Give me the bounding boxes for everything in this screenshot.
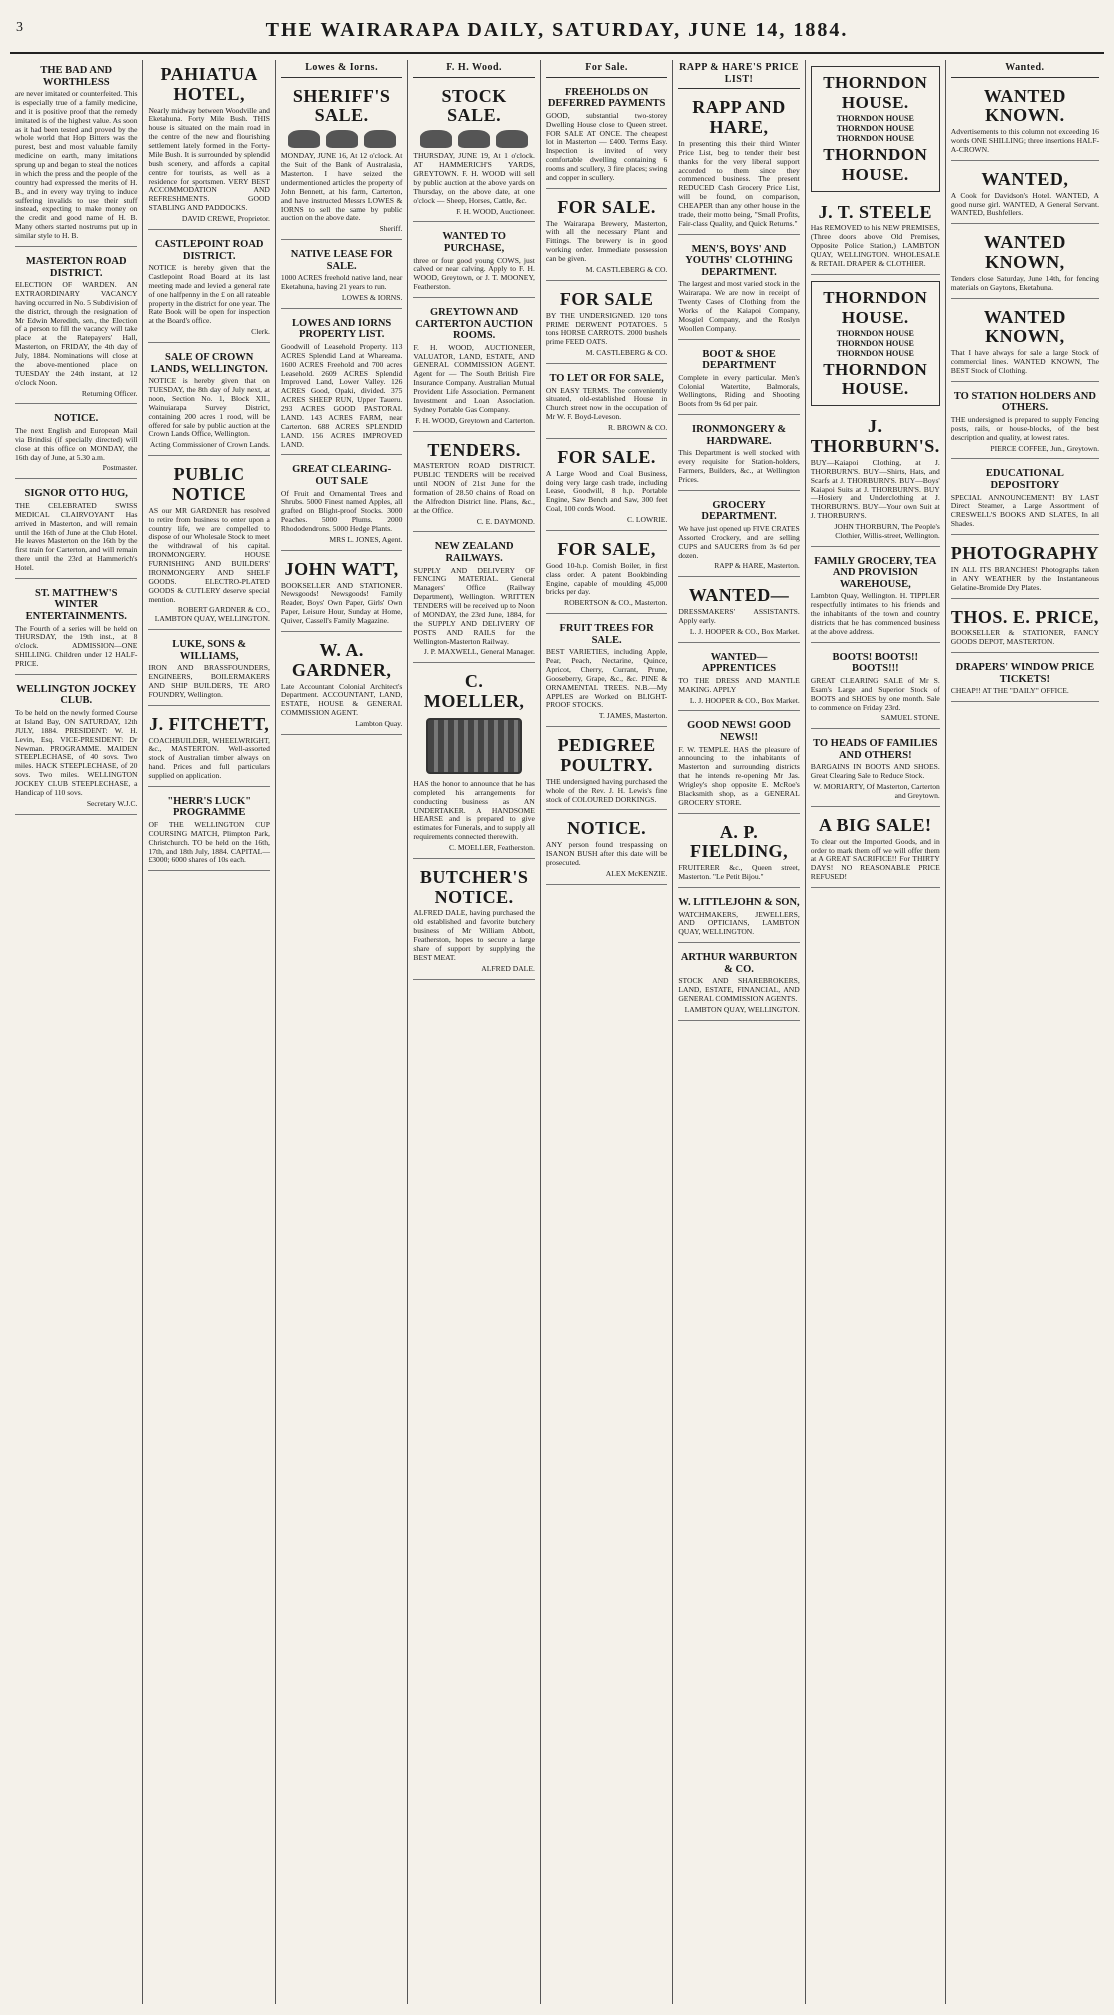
advertisement bbox=[811, 551, 940, 643]
column-heading: F. H. Wood. bbox=[413, 60, 534, 78]
ad-body: BARGAINS IN BOOTS AND SHOES. Great Clearing Sale to Reduce Stock. bbox=[810, 762, 940, 781]
column-1 bbox=[10, 60, 142, 2004]
masthead bbox=[10, 8, 1104, 54]
advertisement bbox=[951, 539, 1099, 598]
ad-body: ELECTION OF WARDEN. AN EXTRAORDINARY VACANCY having occurred in No. 5 Subdivision of the district, through the resignation of Mr Edwin Meredith, sen., the Election of a person to fill the vacancy will take place at the Ratepayers' Hall, Masterton, on FRIDAY, the 4th day of July, 1884. Nominations will close at the above-mentioned place on TUESDAY the 24th instant, at 12 o'clock Noon. bbox=[15, 280, 138, 387]
column-3 bbox=[275, 60, 407, 2004]
column-7 bbox=[805, 60, 945, 2004]
ad-title: SALE OF CROWN LANDS, WELLINGTON. bbox=[150, 352, 268, 375]
ad-signature: Sheriff. bbox=[379, 224, 403, 234]
advertisement bbox=[546, 82, 667, 189]
ad-body: This Department is well stocked with every requisite for Station-holders, Farmers, Builders, &c., at Wellington Prices. bbox=[678, 448, 800, 484]
ad-body: GREAT CLEARING SALE of Mr S. Esam's Large and Superior Stock of BOOTS and SHOES by one month. Sale to commence on Friday 23rd. bbox=[810, 675, 940, 712]
ad-title: WANTED—APPRENTICES bbox=[702, 651, 777, 675]
hearse-illustration bbox=[426, 718, 522, 774]
ad-title: J. THORBURN'S. bbox=[810, 416, 940, 457]
ad-body: Of Fruit and Ornamental Trees and Shrubs. 5000 Finest named Apples, all grafted on Blight-proof Stocks. 3000 Peaches. 5000 Plums. 2000 Rhododendrons. 5000 Hedge Plants. bbox=[280, 488, 403, 534]
ad-title: THORNDON HOUSE. bbox=[823, 287, 928, 327]
ad-signature: L. J. HOOPER & CO., Box Market. bbox=[689, 695, 800, 705]
ad-title: WANTED— bbox=[688, 585, 790, 606]
ad-signature: LAMBTON QUAY, WELLINGTON. bbox=[684, 1004, 800, 1014]
ad-body: The largest and most varied stock in the Wairarapa. We are now in receipt of Twenty Cases of Clothing from the Works of the Kaiapoi Company, Mosgiel Company, and the Roslyn Woollen Company. bbox=[678, 279, 800, 333]
ad-subline: THORNDON HOUSE bbox=[836, 338, 914, 348]
column-heading: Lowes & Iorns. bbox=[281, 60, 402, 78]
ad-body: 1000 ACRES freehold native land, near Eketahuna, having 21 years to run. bbox=[280, 273, 403, 292]
advertisement bbox=[281, 459, 402, 550]
ad-title: FOR SALE. bbox=[557, 446, 656, 467]
ad-title: W. A. GARDNER, bbox=[291, 639, 392, 680]
ad-body: To clear out the Imported Goods, and in order to mark them off we will offer them at A GREAT SACRIFICE!! For THIRTY DAYS! NO REASONABLE PRICE REFUSED! bbox=[810, 836, 940, 882]
advertisement bbox=[413, 536, 534, 663]
advertisement bbox=[546, 285, 667, 364]
ad-title: CASTLEPOINT ROAD DISTRICT. bbox=[154, 238, 264, 262]
ad-title: "HERR'S LUCK" PROGRAMME bbox=[167, 795, 252, 819]
column-5 bbox=[540, 60, 672, 2004]
ad-signature: ALEX McKENZIE. bbox=[605, 868, 668, 878]
animal-icon bbox=[288, 130, 320, 148]
ad-title: PHOTOGRAPHY bbox=[950, 543, 1099, 564]
ad-body: Goodwill of Leasehold Property. 113 ACRES Splendid Land at Whareama. 1600 ACRES Freehold and 700 acres Leasehold. 2609 ACRES Splendid Improved Land, Lower Valley. 126 ACRES Good, Opaki, divided. 375 ACRES SHEEP RUN, Upper Taueru. 293 ACRES GOOD PASTORAL LAND. 143 ACRES FARM, near Carterton. 688 ACRES SPLENDID LAND. 156 ACRES IMPROVED LAND. bbox=[280, 341, 403, 449]
ad-body: Nearly midway between Woodville and Eketahuna. Forty Mile Bush. THIS house is situated on the main road in the centre of the new and flourishing settlement lately formed in the Forty-Mile Bush. It is surrounded by splendid bush scenery, and affords a capital centre for tourists, as well as a residence for sportsmen. VERY BEST ACCOMMODATION AND REFRESHMENTS. GOOD STABLING AND PADDOCKS. bbox=[148, 105, 270, 213]
advertisement bbox=[15, 251, 137, 404]
ad-signature: ROBERT GARDNER & CO., LAMBTON QUAY, WELLINGTON. bbox=[154, 605, 270, 624]
ad-title: RAPP AND HARE, bbox=[692, 97, 786, 138]
columns-container bbox=[10, 60, 1104, 2004]
advertisement bbox=[148, 347, 269, 456]
ad-signature: L. J. HOOPER & CO., Box Market. bbox=[689, 626, 800, 636]
ad-body: SPECIAL ANNOUNCEMENT! BY LAST Direct Steamer, a Large Assortment of CRESWELL'S BOOKS AND SLATES, In all Shades. bbox=[950, 492, 1099, 529]
ad-title: ARTHUR WARBURTON & CO. bbox=[680, 952, 798, 975]
ad-body: WATCHMAKERS, JEWELLERS, AND OPTICIANS, LAMBTON QUAY, WELLINGTON. bbox=[678, 909, 800, 937]
advertisement bbox=[281, 244, 402, 309]
advertisement bbox=[811, 733, 940, 807]
ad-signature: PIERCE COFFEE, Jun., Greytown. bbox=[990, 443, 1099, 453]
animal-icon bbox=[458, 130, 490, 148]
ad-body: A Cook for Davidson's Hotel. WANTED, A good nurse girl. WANTED, A General Servant. WANTED, Bushfellers. bbox=[950, 190, 1099, 218]
ad-body: ALFRED DALE, having purchased the old established and favorite butchery business of Mr William Abbott, Featherston, hopes to secure a large share of support by supplying the BEST MEAT. bbox=[413, 908, 535, 962]
advertisement bbox=[281, 636, 402, 735]
advertisement bbox=[546, 535, 667, 614]
animal-icon bbox=[364, 130, 396, 148]
ad-title: THOS. E. PRICE, bbox=[950, 606, 1099, 627]
advertisement bbox=[951, 165, 1099, 224]
advertisement bbox=[148, 634, 269, 706]
ad-body: F. H. WOOD, AUCTIONEER, VALUATOR, LAND, ESTATE, AND GENERAL COMMISSION AGENT. Agent for — The South British Fire Insurance Company. Australian Mutual Provident Life Association. Permanent Investment and Loan Association. Sydney Portable Gas Company. bbox=[413, 342, 535, 414]
ad-title: TENDERS. bbox=[427, 439, 521, 460]
ad-signature: M. CASTLEBERG & CO. bbox=[585, 264, 668, 274]
advertisement bbox=[15, 483, 137, 579]
ad-body: That I have always for sale a large Stock of commercial lines. WANTED KNOWN, The BEST Stock of Clothing. bbox=[950, 348, 1099, 376]
ad-body: The Wairarapa Brewery, Masterton, with all the necessary Plant and Fittings. The brewery is in good working order. Immediate possession can be given. bbox=[545, 218, 668, 264]
ad-body: HAS the honor to announce that he has completed his arrangements for conducting business as AN UNDERTAKER. A HANDSOME HEARSE and is prepared to give estimates for Funerals, and to supply all requirements connected therewith. bbox=[413, 778, 535, 842]
ad-signature: Acting Commissioner of Crown Lands. bbox=[149, 440, 270, 450]
advertisement bbox=[281, 82, 402, 240]
advertisement bbox=[546, 368, 667, 439]
thorndon-house-ad bbox=[811, 66, 940, 192]
ad-signature: Lambton Quay. bbox=[355, 719, 403, 729]
advertisement bbox=[678, 581, 799, 642]
ad-subline: THORNDON HOUSE bbox=[836, 328, 914, 338]
column-8 bbox=[945, 60, 1104, 2004]
ad-title: IRONMONGERY & HARDWARE. bbox=[692, 424, 787, 447]
advertisement bbox=[413, 302, 534, 432]
ad-body: AS our MR GARDNER has resolved to retire from business to enter upon a country life, we are compelled to dispose of our Wholesale Stock to meet the withdrawal of his capital. IRONMONGERY. HOUSE FURNISHING AND BUILDERS' IRONMONGERY AND SHELF GOODS. ELECTRO-PLATED GOODS & CUTLERY deserve special mention. bbox=[148, 505, 270, 604]
advertisement bbox=[546, 193, 667, 281]
ad-title: A. P. FIELDING, bbox=[690, 821, 789, 862]
ad-body: CHEAP!! AT THE "DAILY" OFFICE. bbox=[950, 686, 1069, 696]
ad-title: MEN'S, BOYS' AND YOUTHS' CLOTHING DEPARTMENT. bbox=[685, 243, 793, 278]
ad-subline: THORNDON HOUSE bbox=[836, 113, 914, 123]
advertisement bbox=[413, 863, 534, 980]
ad-body: In presenting this their third Winter Price List, beg to tender their best thanks for the very liberal support accorded to them since they commenced business. The present REDUCED Cash Grocery Price List, will be found, on comparison, CHEAPER than any other house in the trade, their motto being, "Small Profits, Fair-class Quality, and Quick Returns." bbox=[678, 138, 800, 228]
advertisement bbox=[951, 603, 1099, 654]
advertisement bbox=[678, 495, 799, 577]
ad-title: FREEHOLDS ON DEFERRED PAYMENTS bbox=[547, 86, 666, 110]
advertisement bbox=[678, 647, 799, 712]
ad-body: STOCK AND SHAREBROKERS, LAND, ESTATE, FINANCIAL, AND GENERAL COMMISSION AGENTS. bbox=[678, 976, 800, 1003]
advertisement bbox=[15, 679, 137, 815]
ad-signature: C. E. DAYMOND. bbox=[476, 516, 535, 526]
ad-body: Advertisements to this column not exceeding 16 words ONE SHILLING; three insertions HALF-A-CROWN. bbox=[950, 127, 1099, 155]
ad-signature: DAVID CREWE, Proprietor. bbox=[181, 214, 270, 224]
ad-title: BOOTS! BOOTS!! BOOTS!!! bbox=[832, 651, 919, 675]
ad-body: GOOD, substantial two-storey Dwelling House close to Queen street. FOR SALE AT ONCE. The cheapest lot in Masterton — £400. Terms Easy. Inspection is invited of very comfortable dwelling containing 6 rooms and scullery, 3 fire places; swing and copper in scullery. bbox=[545, 110, 668, 182]
ad-title: J. T. STEELE bbox=[818, 201, 932, 222]
column-4 bbox=[407, 60, 539, 2004]
ad-body: THE CELEBRATED SWISS MEDICAL CLAIRVOYANT Has arrived in Masterton, and will remain until the 16th of June at the Club Hotel. He leaves Masterton on the 16th by the first train for Carterton, and will remain there until the 23rd at Hammerich's Hotel. bbox=[15, 500, 138, 573]
ad-body: OF THE WELLINGTON CUP COURSING MATCH, Plimpton Park, Christchurch. TO be held on the 16th, 17th, and 18th July, 1884. CAPITAL—£3000; 6000 shares of 10s each. bbox=[148, 819, 270, 865]
ad-body: are never imitated or counterfeited. This is especially true of a family medicine, and it is positive proof that the remedy imitated is of the highest value. As soon as it had been tested and proved by the whole world that Hop Bitters was the purest, best and most valuable family medicine on earth, many imitations sprung up and began to steal the notices in which the press and the people of the country had expressed the merits of H. B., and in every way trying to induce suffering invalids to use their stuff instead, expecting to make money on the credit and good name of H. B. Many others started nostrums put up in similar style to H. B. bbox=[15, 89, 138, 241]
ad-body: COACHBUILDER, WHEELWRIGHT, &c., MASTERTON. Well-assorted stock of Australian timber always on hand. Prices and full particulars supplied on application. bbox=[148, 735, 270, 781]
ad-title: WANTED KNOWN. bbox=[983, 85, 1066, 126]
ad-signature: T. JAMES, Masterton. bbox=[598, 711, 668, 721]
livestock-illustration bbox=[281, 130, 402, 148]
ad-title: LOWES AND IORNS PROPERTY LIST. bbox=[292, 317, 392, 341]
page-number: 3 bbox=[16, 20, 23, 35]
ad-signature: Secretary W.J.C. bbox=[86, 798, 138, 808]
ad-signature: LOWES & IORNS. bbox=[341, 293, 403, 302]
ad-title: NATIVE LEASE FOR SALE. bbox=[290, 249, 393, 272]
ad-body: The next English and European Mail via Brindisi (if specially directed) will close at this office on MONDAY, the 16th day of June, at 5.30 a.m. bbox=[15, 425, 138, 462]
ad-body: MONDAY, JUNE 16, At 12 o'clock. At the Suit of the Bank of Australasia, Masterton. I have seized the undermentioned articles the property of John Bennett, at his farm, Carterton, and have instructed Messrs LOWES & IORNS to sell the same by public auction on the above date. bbox=[280, 151, 403, 223]
advertisement bbox=[811, 198, 940, 275]
advertisement bbox=[148, 460, 269, 630]
ad-body: IN ALL ITS BRANCHES! Photographs taken in ANY WEATHER by the Instantaneous Gelatine-Bromide Dry Plates. bbox=[950, 564, 1099, 592]
ad-title: W. LITTLEJOHN & SON, bbox=[678, 896, 800, 908]
ad-title: LUKE, SONS & WILLIAMS, bbox=[172, 639, 247, 662]
ad-body: Has REMOVED to his NEW PREMISES, (Three doors above Old Premises, Opposite Police Station,) LAMBTON QUAY, WELLINGTON. WHOLESALE & RETAIL DRAPER & CLOTHIER. bbox=[810, 223, 940, 268]
animal-icon bbox=[326, 130, 358, 148]
ad-body: NOTICE is hereby given that the Castlepoint Road Board at its last meeting made and levied a general rate of one halfpenny in the £ on all rateable property in the district for one year. The Rate Book will be open for inspection at the Board's office. bbox=[148, 263, 270, 326]
ad-title: JOHN WATT, bbox=[284, 558, 399, 579]
ad-title: GREAT CLEARING-OUT SALE bbox=[292, 464, 392, 488]
advertisement bbox=[413, 436, 534, 533]
ad-title: PEDIGREE POULTRY. bbox=[557, 735, 656, 776]
ad-title: TO STATION HOLDERS AND OTHERS. bbox=[953, 390, 1096, 414]
ad-subline: THORNDON HOUSE bbox=[836, 124, 914, 134]
advertisement bbox=[811, 412, 940, 546]
advertisement bbox=[678, 892, 799, 943]
advertisement bbox=[951, 82, 1099, 161]
advertisement bbox=[678, 818, 799, 888]
column-heading: For Sale. bbox=[546, 60, 667, 78]
ad-signature: Clerk. bbox=[251, 327, 270, 337]
advertisement bbox=[678, 419, 799, 491]
ad-title: WANTED, bbox=[981, 168, 1069, 189]
advertisement bbox=[951, 386, 1099, 460]
animal-icon bbox=[496, 130, 528, 148]
advertisement bbox=[678, 947, 799, 1021]
ad-body: Good 10-h.p. Cornish Boiler, in first class order. A patent Bookbinding Engine, capable of moulding 45,000 bricks per day. bbox=[545, 560, 668, 597]
ad-title: BOOT & SHOE DEPARTMENT bbox=[702, 348, 776, 372]
ad-body: DRESSMAKERS' ASSISTANTS. Apply early. bbox=[678, 607, 800, 625]
advertisement bbox=[951, 463, 1099, 535]
animal-icon bbox=[420, 130, 452, 148]
ad-title: FRUIT TREES FOR SALE. bbox=[559, 623, 654, 646]
ad-body: ANY person found trespassing on ISANON BUSH after this date will be prosecuted. bbox=[545, 840, 668, 867]
ad-body: Tenders close Saturday, June 14th, for fencing materials on Gaytons, Eketahuna. bbox=[950, 273, 1099, 292]
ad-title-repeat: THORNDON HOUSE. bbox=[823, 144, 928, 184]
ad-title: MASTERTON ROAD DISTRICT. bbox=[25, 255, 127, 279]
ad-signature: F. H. WOOD, Greytown and Carterton. bbox=[415, 415, 535, 425]
ad-body: BY THE UNDERSIGNED. 120 tons PRIME DERWENT POTATOES. 5 tons HORSE CARROTS. 2000 bushels prime FEED OATS. bbox=[545, 310, 668, 347]
ad-title: THE BAD AND WORTHLESS bbox=[40, 65, 113, 88]
ad-title: ST. MATTHEW'S WINTER ENTERTAINMENTS. bbox=[25, 587, 127, 622]
ad-body: THE undersigned having purchased the whole of the Rev. J. H. Lewis's fine stock of COLOURED DORKINGS. bbox=[545, 776, 668, 804]
ad-title: SHERIFF'S SALE. bbox=[292, 85, 391, 126]
ad-title: WANTED KNOWN, bbox=[983, 306, 1066, 347]
ad-title: DRAPERS' WINDOW PRICE TICKETS! bbox=[955, 662, 1095, 685]
ad-body: Lambton Quay, Wellington. H. TIPPLER respectfully intimates to his friends and the inhabitants of the town and country districts that he has commenced business at the above address. bbox=[810, 591, 940, 636]
ad-title: FAMILY GROCERY, TEA AND PROVISION WAREHOUSE, bbox=[814, 555, 937, 590]
ad-signature: JOHN THORBURN, The People's Clothier, Willis-street, Wellington. bbox=[834, 522, 940, 540]
ad-title: THORNDON HOUSE. bbox=[823, 73, 928, 112]
ad-body: BOOKSELLER & STATIONER, FANCY GOODS DEPOT, MASTERTON. bbox=[950, 628, 1099, 647]
ad-title: BUTCHER'S NOTICE. bbox=[419, 866, 529, 907]
ad-title: TO HEADS OF FAMILIES AND OTHERS! bbox=[813, 738, 938, 761]
ad-body: We have just opened up FIVE CRATES Assorted Crockery, and are selling CUPS and SAUCERS from 3s 6d per dozen. bbox=[678, 523, 800, 560]
ad-signature: RAPP & HARE, Masterton. bbox=[714, 561, 800, 571]
ad-body: The Fourth of a series will be held on THURSDAY, the 19th inst., at 8 o'clock. ADMISSION—ONE SHILLING. Children under 12 HALF-PRICE. bbox=[15, 623, 138, 669]
advertisement bbox=[281, 313, 402, 456]
livestock-illustration bbox=[413, 130, 534, 148]
ad-body: BOOKSELLER AND STATIONER. Newsgoods! Newsgoods! Family Reader, Boys' Own Paper, Girls' Own Paper, Leisure Hour, Sunday at Home, Quiver, Cassell's Family Magazine. bbox=[280, 580, 403, 626]
advertisement bbox=[678, 239, 799, 340]
ad-signature: SAMUEL STONE. bbox=[880, 713, 940, 723]
advertisement bbox=[15, 60, 137, 247]
advertisement bbox=[811, 647, 940, 729]
ad-subline: THORNDON HOUSE bbox=[836, 134, 914, 144]
advertisement bbox=[546, 618, 667, 727]
advertisement bbox=[148, 60, 269, 230]
ad-signature: Returning Officer. bbox=[81, 388, 138, 398]
ad-signature: C. LOWRIE. bbox=[627, 515, 668, 525]
advertisement bbox=[148, 791, 269, 871]
ad-body: SUPPLY AND DELIVERY OF FENCING MATERIAL. General Managers' Office (Railway Department), Wellington. WRITTEN TENDERS will be received up to Noon of MONDAY, the 23rd June, 1884, for the SUPPLY AND DELIVERY OF POSTS AND RAILS for the Wellington-Masterton Railway. bbox=[413, 565, 535, 646]
ad-body: THURSDAY, JUNE 19, At 1 o'clock. AT HAMMERICH'S YARDS, GREYTOWN. F. H. WOOD will sell by public auction at the above yards on Thursday, on the above date, at one o'clock — Sheep, Horses, Cattle, &c. bbox=[413, 151, 535, 205]
ad-title: GREYTOWN AND CARTERTON AUCTION ROOMS. bbox=[415, 307, 534, 342]
ad-title: FOR SALE, bbox=[557, 538, 656, 559]
ad-signature: ALFRED DALE. bbox=[481, 963, 535, 973]
ad-title: PUBLIC NOTICE bbox=[172, 464, 247, 504]
ad-title: PAHIATUA HOTEL, bbox=[160, 64, 258, 104]
ad-signature: W. MORIARTY, Of Masterton, Carterton and Greytown. bbox=[813, 782, 940, 800]
ad-signature: J. P. MAXWELL, General Manager. bbox=[423, 647, 535, 657]
ad-signature: Postmaster. bbox=[102, 463, 138, 473]
ad-title: WANTED KNOWN, bbox=[983, 232, 1066, 273]
advertisement bbox=[413, 82, 534, 223]
ad-subline: THORNDON HOUSE bbox=[836, 349, 914, 359]
ad-title: A BIG SALE! bbox=[819, 814, 932, 835]
ad-title: GROCERY DEPARTMENT. bbox=[701, 499, 777, 523]
ad-title: NEW ZEALAND RAILWAYS. bbox=[434, 541, 514, 564]
advertisement bbox=[678, 344, 799, 416]
ad-body: F. W. TEMPLE. HAS the pleasure of announcing to the inhabitants of Masterton and surrounding districts that he intends re-opening Mr Jas. Wrigley's shop opposite E. McRoe's Blacksmith shop, as a GENERAL GROCERY STORE. bbox=[678, 744, 800, 807]
column-heading: Wanted. bbox=[951, 60, 1099, 78]
advertisement bbox=[811, 811, 940, 888]
advertisement bbox=[148, 710, 269, 787]
ad-title: J. FITCHETT, bbox=[149, 713, 270, 734]
thorndon-house-ad bbox=[811, 281, 940, 407]
ad-title: GOOD NEWS! GOOD NEWS!! bbox=[687, 720, 791, 743]
advertisement bbox=[281, 555, 402, 632]
advertisement bbox=[413, 667, 534, 859]
ad-body: Late Accountant Colonial Architect's Department. ACCOUNTANT, LAND, ESTATE, HOUSE & GENERAL COMMISSION AGENT. bbox=[280, 681, 403, 718]
ad-signature: F. H. WOOD, Auctioneer. bbox=[456, 206, 535, 216]
advertisement bbox=[15, 408, 137, 479]
ad-body: TO THE DRESS AND MANTLE MAKING. APPLY bbox=[678, 675, 800, 694]
advertisement bbox=[546, 443, 667, 531]
ad-title: WANTED TO PURCHASE, bbox=[442, 231, 506, 254]
advertisement bbox=[951, 657, 1099, 702]
ad-body: To be held on the newly formed Course at Island Bay, ON SATURDAY, 12th JULY, 1884. PRESIDENT: W. H. Levin, Esq. VICE-PRESIDENT: Dr Newman. PROGRAMME. MAIDEN STEEPLECHASE, of 40 sovs. Two miles. HACK STEEPLECHASE, of 20 sovs. Two miles. WELLINGTON JOCKEY CLUB STEEPLECHASE, a Handicap of 110 sovs. bbox=[15, 708, 138, 797]
advertisement bbox=[546, 814, 667, 884]
ad-signature: MRS L. JONES, Agent. bbox=[329, 534, 403, 544]
ad-title: FOR SALE bbox=[559, 288, 654, 309]
ad-body: FRUITERER &c., Queen street, Masterton. "Le Petit Bijou." bbox=[678, 863, 800, 882]
ad-title: EDUCATIONAL DEPOSITORY bbox=[985, 468, 1064, 492]
ad-body: ON EASY TERMS. The conveniently situated, old-established House in Church street now in the occupation of Mr W. F. Boyd-Leveson. bbox=[545, 385, 668, 422]
advertisement bbox=[15, 583, 137, 675]
ad-title-repeat: THORNDON HOUSE. bbox=[823, 359, 928, 399]
ad-body: THE undersigned is prepared to supply Fencing posts, rails, or house-blocks, of the best description and quality, at lowest rates. bbox=[950, 414, 1099, 442]
ad-body: MASTERTON ROAD DISTRICT. PUBLIC TENDERS will be received until NOON of 21st June for the formation of 28.50 chains of Road on the Alfredton District line. Plans, &c., at the Office. bbox=[413, 461, 535, 515]
ad-body: NOTICE is hereby given that on TUESDAY, the 8th day of July next, at noon, Section No. 1, Block XII., Wainuiarapa Survey District, containing 200 acres 1 rood, will be offered for sale by public auction at the Crown Lands Office, Wellington. bbox=[148, 376, 270, 439]
advertisement bbox=[546, 731, 667, 810]
advertisement bbox=[148, 234, 269, 343]
ad-body: A Large Wood and Coal Business, doing very large cash trade, including Lease, Goodwill, 8 h.p. Portable Engine, Saw Bench and Saw, 300 feet Coal, 100 cords Wood. bbox=[545, 468, 668, 514]
ad-body: BUY—Kaiapoi Clothing, at J. THORBURN'S. BUY—Shirts, Hats, and Scarfs at J. THORBURN'S. BUY—Boys' Kaiapoi Suits at J. THORBURN'S. BUY—Hosiery and Underclothing at J. THORBURN'S. BUY—Your own Suit at J. THORBURN'S. bbox=[810, 457, 940, 521]
ad-title: SIGNOR OTTO HUG, bbox=[24, 488, 128, 500]
ad-signature: R. BROWN & CO. bbox=[608, 423, 668, 433]
ad-title: WELLINGTON JOCKEY CLUB. bbox=[16, 683, 137, 707]
column-2 bbox=[142, 60, 274, 2004]
ad-signature: ROBERTSON & CO., Masterton. bbox=[564, 598, 668, 608]
ad-signature: M. CASTLEBERG & CO. bbox=[585, 348, 668, 358]
advertisement bbox=[413, 226, 534, 298]
advertisement bbox=[678, 715, 799, 813]
ad-title: FOR SALE. bbox=[557, 196, 656, 217]
ad-title: TO LET OR FOR SALE, bbox=[549, 373, 664, 384]
ad-signature: C. MOELLER, Featherston. bbox=[449, 843, 535, 852]
ad-body: Complete in every particular. Men's Colonial Watertite, Balmorals, Wellingtons, Riding and Shooting Boots from 9s 6d per pair. bbox=[678, 372, 800, 409]
ad-title: NOTICE. bbox=[54, 413, 99, 425]
column-6 bbox=[672, 60, 804, 2004]
advertisement bbox=[678, 93, 799, 234]
column-heading: RAPP & HARE'S PRICE LIST! bbox=[678, 60, 799, 89]
ad-body: IRON AND BRASSFOUNDERS, ENGINEERS, BOILERMAKERS AND SHIP BUILDERS, TE ARO FOUNDRY, Wellington. bbox=[148, 663, 270, 699]
ad-title: STOCK SALE. bbox=[441, 85, 507, 126]
ad-body: three or four good young COWS, just calved or near calving. Apply to F. H. WOOD, Greytown, or J. T. MOONEY, Featherston. bbox=[413, 255, 535, 292]
advertisement bbox=[951, 303, 1099, 382]
advertisement bbox=[951, 228, 1099, 298]
ad-title: C. MOELLER, bbox=[423, 671, 525, 712]
ad-body: BEST VARIETIES, including Apple, Pear, Peach, Nectarine, Quince, Apricot, Cherry, Currant, Prune, Gooseberry, Grape, &c., &c. PINE & ORNAMENTAL TREES. N.B.—My APPLES are Worked on BLIGHT-PROOF STOCKS. bbox=[545, 647, 668, 710]
ad-title: NOTICE. bbox=[567, 818, 647, 839]
masthead-title: THE WAIRARAPA DAILY, SATURDAY, JUNE 14, 1884. bbox=[265, 18, 849, 41]
